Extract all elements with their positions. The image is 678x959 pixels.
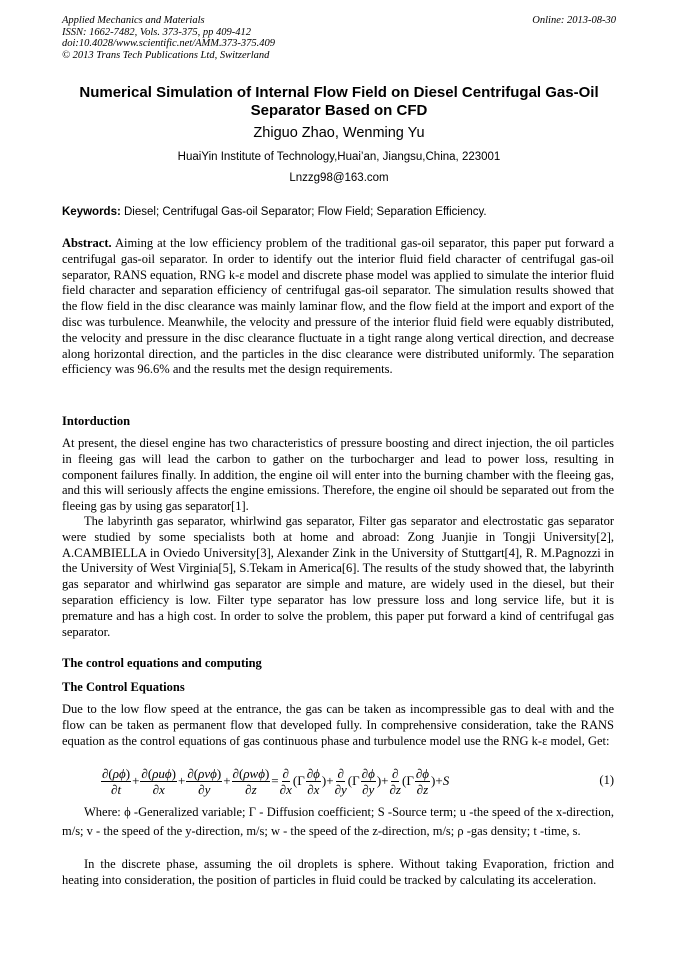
online-date: Online: 2013-08-30 — [532, 15, 616, 26]
intro-paragraph-1: At present, the diesel engine has two characteristics of pressure boosting and direct injection, the oil particles in fleeing gas will lead the carbon to gather on the turbocharger and lead to power loss, resulting in component failures finally. In addition, the engine oil will enter into the burning chamber with the fleeing gas, and this will seriously affects the engine emissions. Therefore, the engine oil should be separated out from the fleeing gas by using gas separator[1]. — [62, 436, 614, 514]
affiliation: HuaiYin Institute of Technology,Huai’an, Jiangsu,China, 223001 — [177, 151, 501, 163]
section-heading: The control equations and computing — [62, 656, 262, 670]
paper-title — [50, 84, 628, 120]
abstract — [62, 236, 614, 378]
doi-line: doi:10.4028/www.scientific.net/AMM.373-375.409 — [62, 38, 275, 49]
keywords — [62, 206, 622, 218]
copyright-line: © 2013 Trans Tech Publications Ltd, Switzerland — [62, 49, 270, 61]
email: Lnzzg98@163.com — [289, 172, 389, 184]
keywords-label: Keywords: — [62, 206, 121, 218]
where-paragraph: Where: ϕ -Generalized variable; Γ - Diffusion coefficient; S -Source term; u -the speed of the x-direction, m/s; v - the speed of the y-direction, m/s; w - the speed of the z-direction, m/s; ρ -gas density; t -time, s. — [62, 805, 614, 838]
intro-heading: Intorduction — [62, 414, 131, 428]
journal-name: Applied Mechanics and Materials — [62, 15, 205, 26]
journal-header — [62, 15, 442, 61]
title-line-2: Separator Based on CFD — [250, 102, 428, 119]
keywords-text: Diesel; Centrifugal Gas-oil Separator; Flow Field; Separation Efficiency. — [120, 206, 487, 218]
discrete-phase-paragraph: In the discrete phase, assuming the oil droplets is sphere. Without taking Evaporation, friction and heating into consideration, the position of particles in fluid could be tracked by calculating its acceleration. — [62, 857, 614, 887]
title-line-1: Numerical Simulation of Internal Flow Field on Diesel Centrifugal Gas-Oil — [79, 84, 599, 101]
equation-1: $\frac{\partial(\rho\phi)}{\partial t}$ + $\frac{\text{∂(ρuϕ)}}{\partial x}$ + $\frac{\text{∂(ρvϕ)}}{\partial y}$ + $\frac{\text{∂(ρwϕ)}}{\partial z}$ = $\frac{\partial}{\partial x}$ (Γ $\frac{\partial\phi}{\partial x}$ )+ $\frac{\partial}{\partial y}$ (Γ $\frac{\partial\phi}{\partial y}$ )+ $\frac{\partial}{\partial z}$ (Γ $\frac{\partial\phi}{\partial z}$ )+ S — [102, 765, 450, 797]
authors: Zhiguo Zhao, Wenming Yu — [253, 125, 425, 141]
abstract-label: Abstract. — [62, 236, 112, 250]
equation-number: (1) — [599, 773, 614, 787]
intro-paragraph-2: The labyrinth gas separator, whirlwind gas separator, Filter gas separator and electrostatic gas separator were studied by some specialists both at home and abroad: Zong Juanjie in Tongji University[2], A.CAMBIELLA in Oviedo University[3], Alexander Zink in the University of Stuttgart[4], R. M.Pagnozzi in the University of West Virginia[5], S.Tekam in America[6]. The results of the study showed that, the labyrinth gas separator and whirlwind gas separator are simple and mature, are widely used in the diesel, but their separation efficiency is low. Filter type separator has low pressure loss and long service life, but it is premature and has a high cost. In order to solve the problem, this paper put forward a kind of centrifugal gas separator. — [62, 514, 614, 639]
subsection-heading: The Control Equations — [62, 680, 185, 694]
issn-line: ISSN: 1662-7482, Vols. 373-375, pp 409-412 — [62, 26, 251, 38]
abstract-text: Aiming at the low efficiency problem of the traditional gas-oil separator, this paper put forward a centrifugal gas-oil separator. In order to identify out the interior fluid field character of centrifugal gas-oil separator, RANS equation, RNG k-ε model and discrete phase model was applied to simulate the interior fluid field character and separation efficiency of centrifugal gas-oil separator. The simulation results showed that the flow field in the disc clearance was mainly laminar flow, and the flow field at the import and export of the disc was turbulence. Meanwhile, the velocity and pressure of the interior fluid field were equably distributed, the velocity and pressure in the disc clearance fluctuate in a tight range along vertical direction, and decrease along horizontal direction, and the particles in the disc clearance were distributed uniformly. The separation efficiency was 96.6% and the results met the design requirements. — [62, 236, 614, 377]
control-eq-paragraph: Due to the low flow speed at the entrance, the gas can be taken as incompressible gas to deal with and the flow can be taken as permanent flow that developed fully. In comprehensive consideration, take the RANS equation as the control equations of gas continuous phase and turbulence model use the RNG k-ε model, Get: — [62, 702, 614, 748]
